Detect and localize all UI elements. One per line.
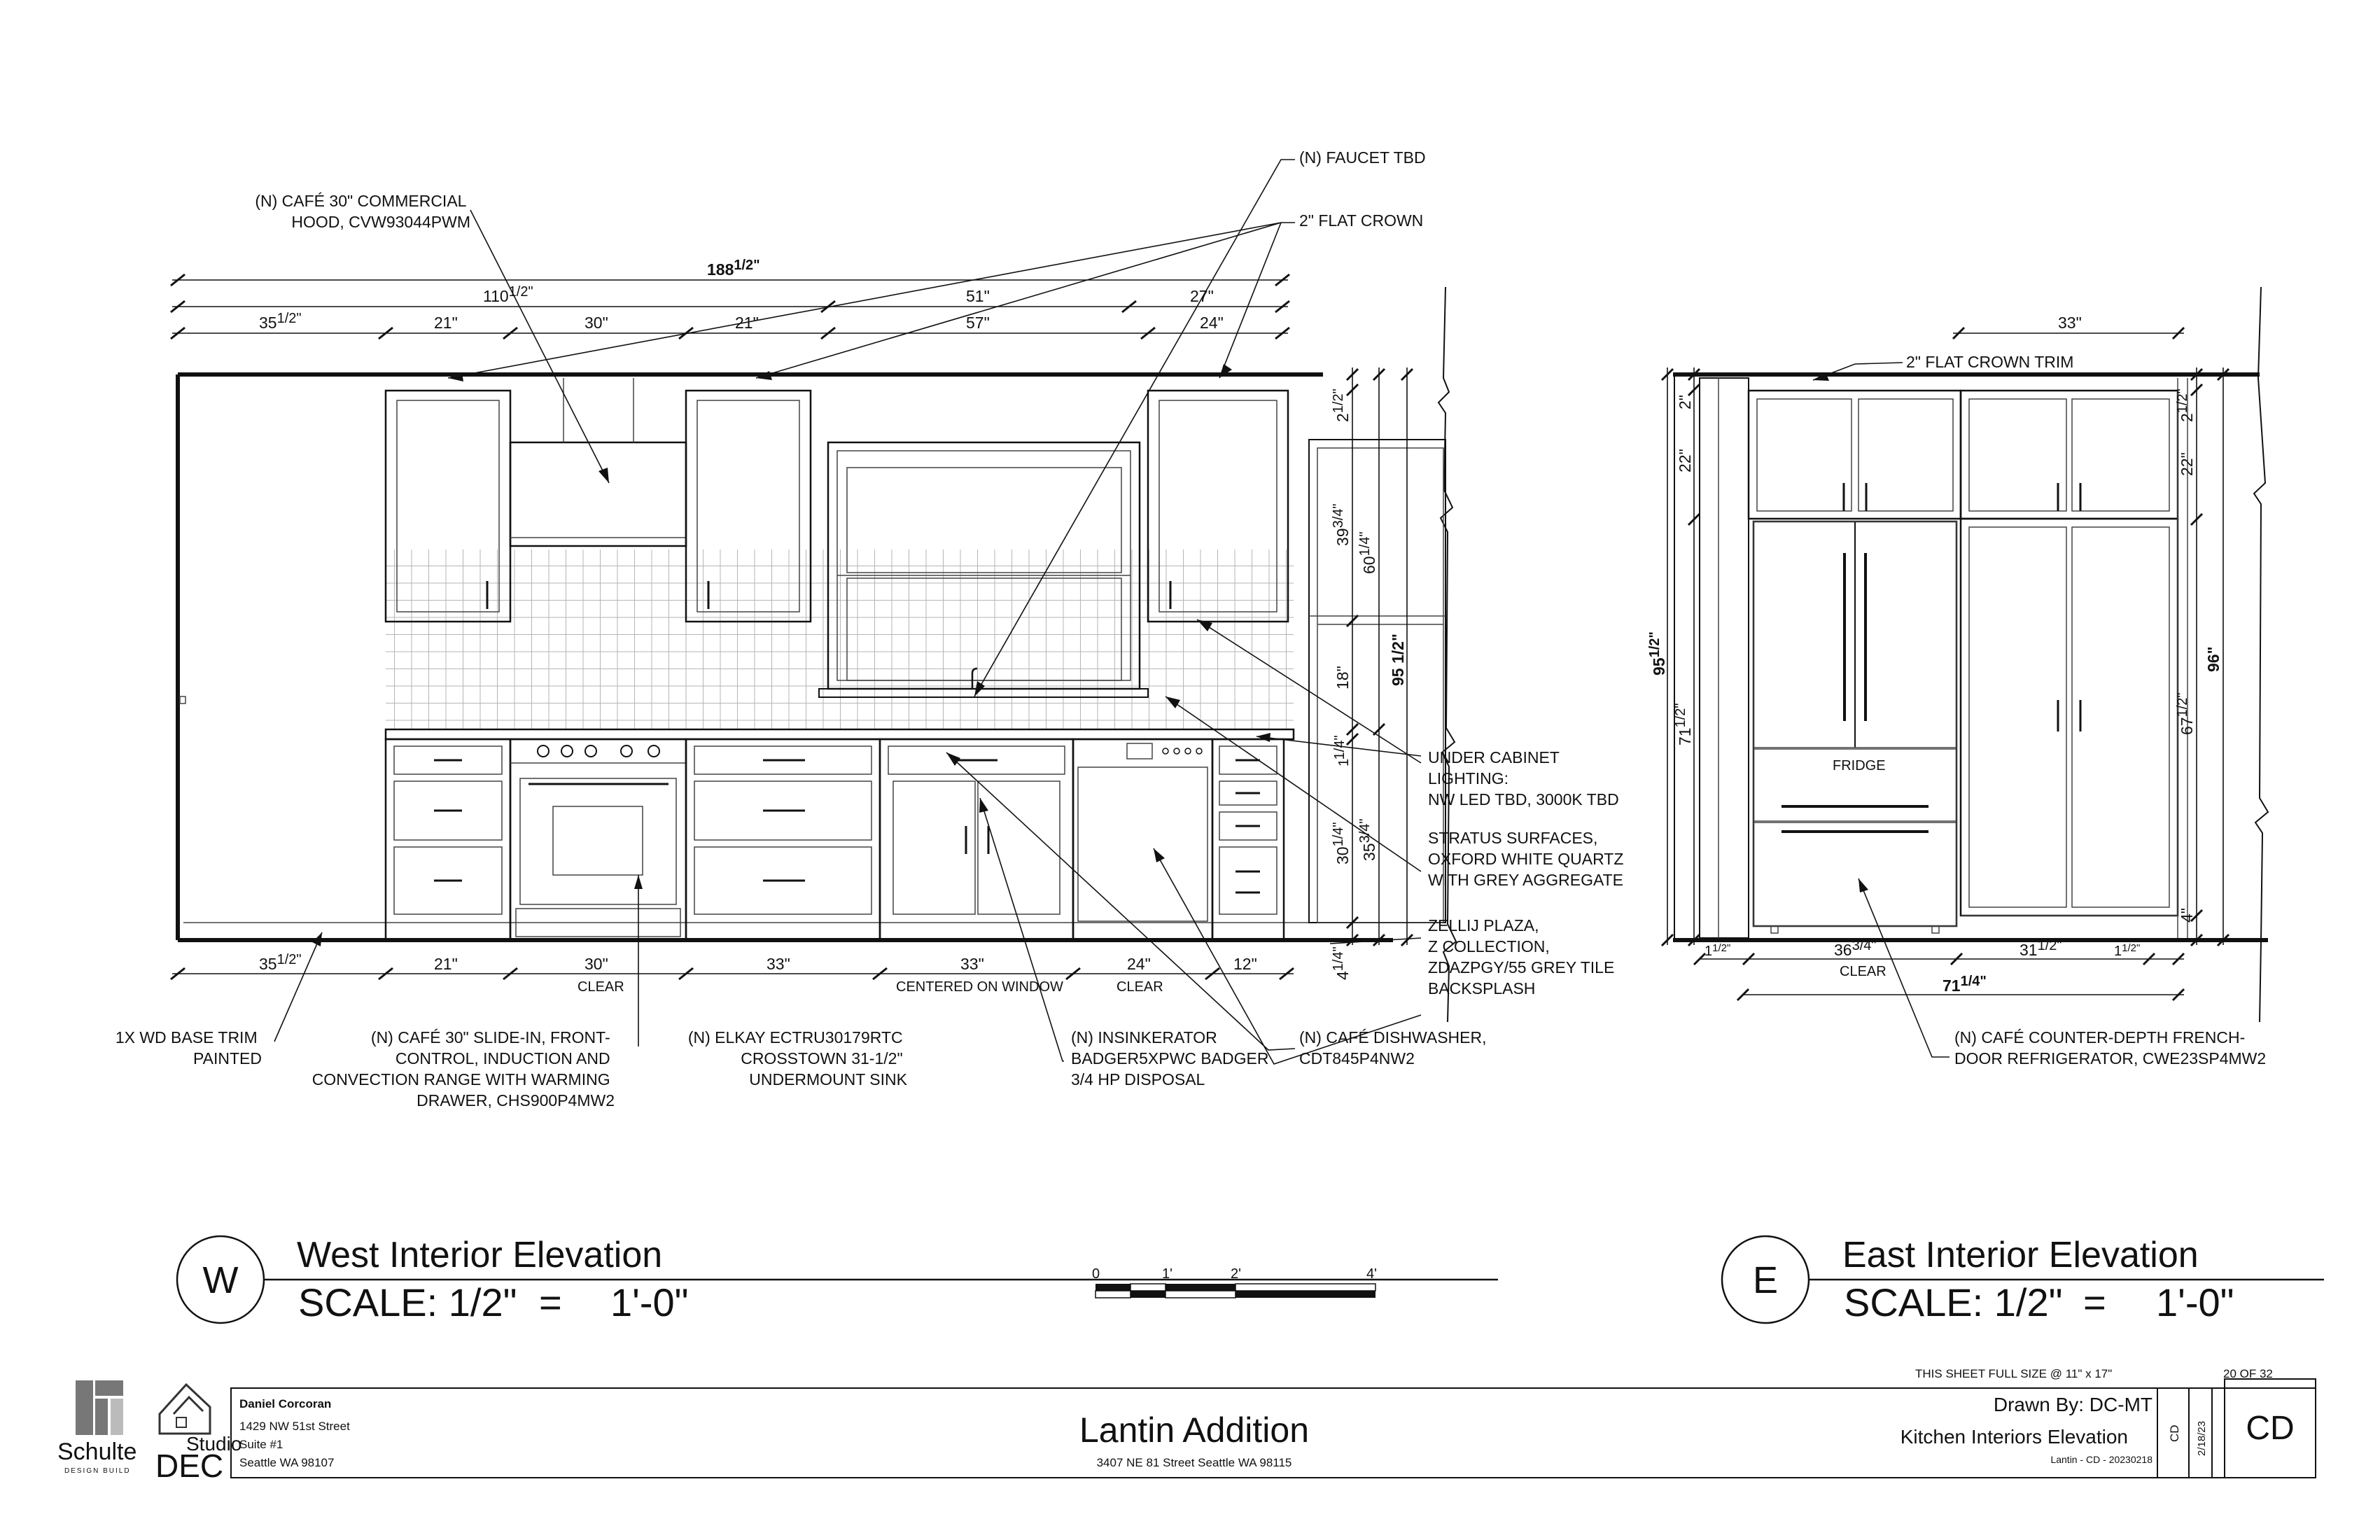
callout-sink: (N) ELKAY ECTRU30179RTC CROSSTOWN 31-1/2" UNDERMOUNT SINK (687, 1028, 907, 1088)
callout-under-cabinet: UNDER CABINET LIGHTING: NW LED TBD, 3000K TBD (1428, 748, 1619, 808)
dim-v-35-3q: 353/4" (1357, 818, 1378, 861)
east-view-letter: E (1752, 1259, 1779, 1301)
east-dim-4: 4" (2178, 908, 2196, 923)
dim-v-60: 601/4" (1357, 531, 1378, 574)
callout-refrigerator: (N) CAFÉ COUNTER-DEPTH FRENCH- DOOR REFRIGERATOR, CWE23SP4MW2 (1954, 1028, 2267, 1068)
sink-base-cabinet (880, 739, 1073, 940)
dim-v-18: 18" (1334, 666, 1352, 690)
dim-24: 24" (1200, 314, 1224, 332)
countertop (386, 729, 1294, 739)
dim-v-95-half: 95 1/2" (1389, 634, 1407, 686)
pantry-cabinet (1961, 391, 2178, 916)
callout-disposal: (N) INSINKERATOR BADGER5XPWC BADGER 3/4 HP DISPOSAL (1071, 1028, 1269, 1088)
drawn-by: Drawn By: DC-MT (1993, 1394, 2152, 1415)
callout-quartz: STRATUS SURFACES, OXFORD WHITE QUARTZ WITH GREY AGGREGATE (1428, 829, 1624, 889)
project-name: Lantin Addition (1079, 1410, 1310, 1450)
phase-small: CD (2168, 1424, 2181, 1442)
client-name: Daniel Corcoran (239, 1397, 332, 1410)
dishwasher (1073, 739, 1212, 940)
callout-crown: 2" FLAT CROWN (1299, 211, 1424, 230)
dim-21-a: 21" (434, 314, 458, 332)
schulte-tagline: DESIGN BUILD (64, 1467, 131, 1475)
callout-base-trim: 1X WD BASE TRIM PAINTED (115, 1028, 262, 1068)
east-dim-71-half: 711/2" (1673, 703, 1694, 746)
callout-crown-trim: 2" FLAT CROWN TRIM (1906, 353, 2074, 371)
studio-word: Studio (186, 1433, 242, 1455)
east-dimensions (1647, 314, 2229, 1000)
east-dim-1-half-right: $1^{1/2"}$ (2114, 942, 2141, 959)
east-view-scale-eq: = (2083, 1280, 2106, 1324)
east-dim-67-half: 671/2" (2175, 692, 2196, 735)
west-vertical-dimensions (1331, 368, 1413, 980)
note-clear-dishwasher: CLEAR (1116, 979, 1163, 995)
project-address: 3407 NE 81 Street Seattle WA 98115 (1096, 1456, 1292, 1469)
dim-bottom-24: 24" (1127, 955, 1151, 973)
east-upper-cabinets-left (1749, 391, 1961, 519)
west-view-scale-val: 1'-0" (610, 1280, 689, 1324)
dim-bottom-33-a: 33" (766, 955, 790, 973)
dim-51: 51" (966, 287, 990, 305)
sheet-full-size-note: THIS SHEET FULL SIZE @ 11" x 17" (1915, 1367, 2113, 1380)
tile-backsplash (386, 550, 1294, 729)
dim-21-b: 21" (735, 314, 759, 332)
callout-range: (N) CAFÉ 30" SLIDE-IN, FRONT- CONTROL, INDUCTION AND CONVECTION RANGE WITH WARMING DRAWER, CHS900P4MW2 (312, 1028, 615, 1110)
range (510, 739, 686, 940)
east-dim-31-half: 311/2" (2019, 938, 2062, 959)
east-view-title-text: East Interior Elevation (1842, 1235, 2199, 1275)
east-elevation (1647, 287, 2268, 1057)
note-clear-range: CLEAR (578, 979, 624, 995)
callout-tile: ZELLIJ PLAZA, Z COLLECTION, ZDAZPGY/55 GREY TILE BACKSPLASH (1428, 916, 1615, 997)
east-note-clear: CLEAR (1840, 964, 1886, 979)
client-address-3: Seattle WA 98107 (239, 1456, 335, 1469)
studio-dec-logo (155, 1385, 241, 1484)
dim-v-1-quarter: 11/4" (1332, 735, 1352, 766)
dim-overall-188: 1881/2" (707, 258, 760, 279)
east-view-title (1722, 1235, 2324, 1324)
base-cabinet-right-narrow (1212, 739, 1284, 940)
dim-bottom-21: 21" (434, 955, 458, 973)
dim-bottom-33-b: 33" (960, 955, 984, 973)
dim-bottom-12: 12" (1233, 955, 1257, 973)
east-view-scale: SCALE: 1/2" (1844, 1280, 2063, 1324)
west-bottom-dimensions (171, 952, 1294, 995)
dim-v-30-quarter: 301/4" (1331, 822, 1352, 864)
west-elevation (171, 160, 1456, 1064)
dim-v-39: 393/4" (1331, 503, 1352, 546)
west-view-title (177, 1235, 1498, 1324)
sheet-count: 20 OF 32 (2223, 1367, 2273, 1380)
sheet-phase: CD (2246, 1410, 2295, 1447)
sheet-date: 2/18/23 (2196, 1420, 2208, 1456)
dim-30: 30" (584, 314, 608, 332)
east-dim-33: 33" (2058, 314, 2082, 332)
dim-35-half: 351/2" (259, 311, 302, 332)
east-dim-71-quarter: 711/4" (1942, 974, 1987, 995)
scale-label-4: 4' (1366, 1266, 1377, 1282)
dim-bottom-30: 30" (584, 955, 608, 973)
scale-label-1: 1' (1162, 1266, 1172, 1282)
west-view-title-text: West Interior Elevation (297, 1235, 663, 1275)
east-dim-22-left: 22" (1676, 449, 1694, 472)
east-view-scale-val: 1'-0" (2156, 1280, 2234, 1324)
east-dim-2: 2" (1676, 395, 1694, 410)
client-address-1: 1429 NW 51st Street (239, 1420, 350, 1433)
scale-label-0: 0 (1092, 1266, 1100, 1282)
west-view-letter: W (202, 1259, 239, 1301)
scale-label-2: 2' (1231, 1266, 1241, 1282)
east-dim-96: 96" (2204, 646, 2222, 672)
east-dim-36: 363/4" (1834, 938, 1877, 959)
base-cabinet-drawers-center (686, 739, 880, 940)
east-dim-95-half: 951/2" (1647, 631, 1668, 676)
dim-v-4-quarter: 41/4" (1331, 946, 1352, 980)
client-address-2: Suite #1 (239, 1438, 284, 1451)
base-cabinet-drawers-left (386, 739, 510, 940)
dim-57: 57" (966, 314, 990, 332)
dim-v-2-half: 21/2" (1331, 388, 1352, 422)
east-dim-2-half: 21/2" (2175, 388, 2196, 422)
title-block (57, 1367, 2316, 1484)
east-dim-1-half-left: $1^{1/2"}$ (1704, 942, 1731, 959)
callout-faucet: (N) FAUCET TBD (1299, 148, 1426, 167)
west-view-scale: SCALE: 1/2" (298, 1280, 517, 1324)
dim-bottom-35-half: 351/2" (259, 952, 302, 973)
schulte-wordmark: Schulte (57, 1438, 137, 1465)
schulte-logo (57, 1380, 136, 1475)
east-dim-22-right: 22" (2178, 452, 2196, 476)
file-name: Lantin - CD - 20230218 (2050, 1454, 2152, 1465)
callout-dishwasher: (N) CAFÉ DISHWASHER, CDT845P4NW2 (1299, 1028, 1487, 1068)
dim-27: 27" (1190, 287, 1214, 305)
callout-hood: (N) CAFÉ 30" COMMERCIAL HOOD, CVW93044PWM (255, 192, 470, 231)
west-view-scale-eq: = (539, 1280, 562, 1324)
refrigerator (1754, 522, 1956, 933)
dim-110: 1101/2" (483, 284, 533, 305)
fridge-label: FRIDGE (1833, 758, 1886, 774)
sheet-title: Kitchen Interiors Elevation (1900, 1426, 2128, 1448)
scale-bar (1092, 1266, 1377, 1298)
dec-word: DEC (155, 1448, 224, 1484)
note-centered-on-window: CENTERED ON WINDOW (896, 979, 1063, 995)
